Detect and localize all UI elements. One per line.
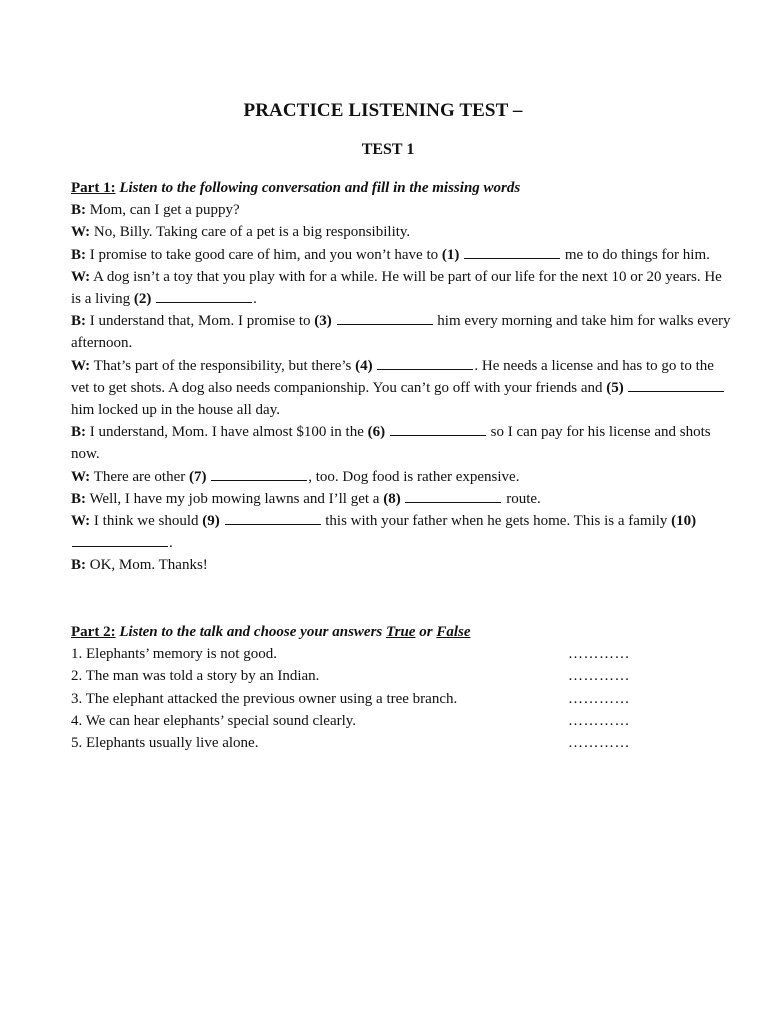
answer-dots[interactable]: ………… [568, 690, 630, 707]
speaker-label: B: [71, 557, 86, 574]
answer-dots[interactable]: ………… [568, 646, 630, 663]
or-word: or [419, 624, 433, 640]
answer-blank[interactable] [464, 244, 560, 259]
blank-number: (3) [314, 313, 332, 330]
answer-blank[interactable] [211, 466, 307, 481]
answer-blank[interactable] [405, 488, 501, 503]
answer-blank[interactable] [156, 288, 252, 303]
answer-blank[interactable] [377, 355, 473, 370]
statement-text: 4. We can hear elephants’ special sound clearly. [71, 712, 357, 729]
part1-instruction: Listen to the following conversation and fill in the missing words [119, 180, 521, 196]
true-word: True [386, 624, 416, 640]
speaker-label: B: [71, 424, 86, 441]
dialogue-line: B: Well, I have my job mowing lawns and I’ll get a (8) route. [71, 488, 731, 510]
part1-heading [71, 177, 731, 199]
statement-row [71, 688, 731, 710]
statement-list [71, 643, 731, 754]
blank-number: (7) [189, 468, 207, 485]
statement-row [71, 710, 731, 732]
dialogue-line: B: Mom, can I get a puppy? [71, 202, 240, 219]
dialogue-line: W: I think we should (9) this with your father when he gets home. This is a family (10) . [71, 510, 731, 554]
dialogue-line: W: No, Billy. Taking care of a pet is a big responsibility. [71, 224, 411, 241]
statement-text: 2. The man was told a story by an Indian. [71, 668, 320, 685]
answer-blank[interactable] [72, 532, 168, 547]
speaker-label: W: [71, 224, 91, 241]
answer-dots[interactable]: ………… [568, 734, 630, 751]
statement-row [71, 643, 731, 665]
page-title: PRACTICE LISTENING TEST – [243, 100, 523, 121]
speaker-label: W: [71, 468, 91, 485]
part2-section [71, 621, 731, 754]
answer-dots[interactable]: ………… [568, 668, 630, 685]
speaker-label: B: [71, 202, 86, 219]
blank-number: (5) [606, 379, 624, 396]
false-word: False [436, 624, 471, 640]
blank-number: (2) [133, 291, 152, 308]
answer-blank[interactable] [390, 421, 486, 436]
dialogue-line: B: OK, Mom. Thanks! [71, 557, 208, 574]
answer-dots[interactable]: ………… [568, 712, 630, 729]
answer-blank[interactable] [225, 510, 321, 525]
speaker-label: W: [71, 268, 91, 285]
blank-number: (1) [441, 246, 460, 263]
blank-number: (10) [671, 513, 697, 530]
speaker-label: W: [71, 513, 91, 530]
blank-number: (9) [202, 513, 220, 530]
dialogue-line: B: I understand that, Mom. I promise to (3) him every morning and take him for walks every afternoon. [71, 310, 731, 354]
part2-heading [71, 621, 731, 643]
part2-label: Part 2: [71, 624, 116, 640]
dialogue-line: B: I understand, Mom. I have almost $100 in the (6) so I can pay for his license and shots now. [71, 421, 731, 465]
dialogue-line: B: I promise to take good care of him, and you won’t have to (1) me to do things for him. [71, 244, 731, 266]
page-subtitle: TEST 1 [361, 141, 415, 158]
speaker-label: B: [71, 313, 86, 330]
blank-number: (8) [383, 490, 401, 507]
dialogue-line: W: That’s part of the responsibility, but there’s (4) . He needs a license and has to go to the vet to get shots. A dog also needs companionship. You can’t go off with your friends and (5) him locked up in the house all day. [71, 355, 731, 422]
part1-section [71, 177, 731, 577]
statement-row [71, 665, 731, 687]
statement-text: 5. Elephants usually live alone. [71, 734, 259, 751]
blank-number: (6) [367, 424, 386, 441]
answer-blank[interactable] [337, 310, 433, 325]
speaker-label: B: [71, 490, 86, 507]
statement-text: 3. The elephant attacked the previous owner using a tree branch. [71, 690, 458, 707]
speaker-label: W: [71, 357, 91, 374]
speaker-label: B: [71, 246, 86, 263]
dialogue-line: W: There are other (7) , too. Dog food is rather expensive. [71, 466, 731, 488]
answer-blank[interactable] [628, 377, 724, 392]
statement-row [71, 732, 731, 754]
conversation [71, 199, 731, 576]
dialogue-line: W: A dog isn’t a toy that you play with for a while. He will be part of our life for the next 10 or 20 years. He is a living (2) . [71, 268, 722, 308]
part1-label: Part 1: [71, 180, 116, 196]
statement-text: 1. Elephants’ memory is not good. [71, 646, 277, 663]
blank-number: (4) [355, 357, 373, 374]
part2-instruction: Listen to the talk and choose your answers [119, 624, 383, 640]
